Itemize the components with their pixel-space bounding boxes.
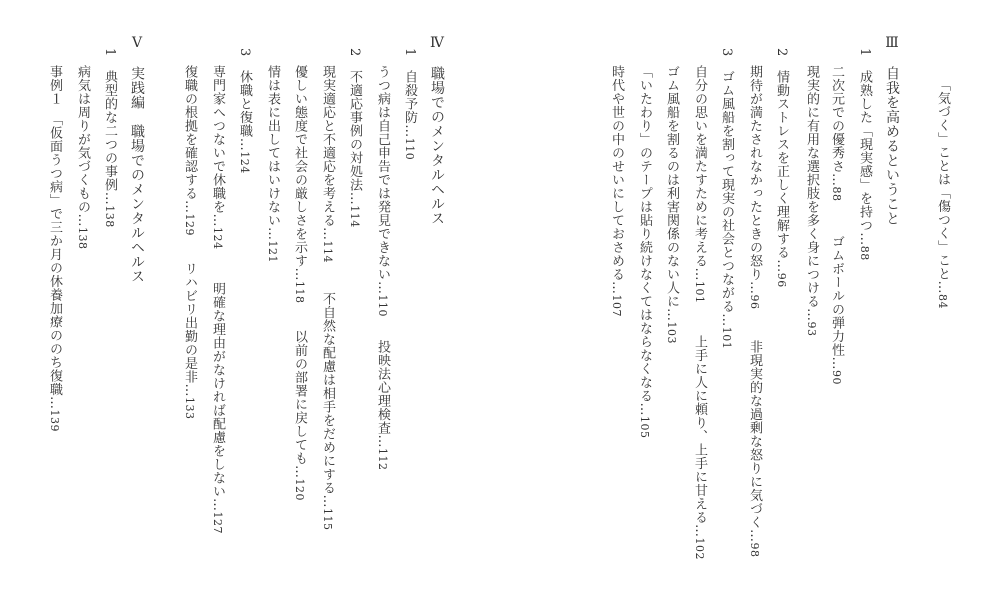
- toc-entry: 情は表に出してはいけない…121: [265, 65, 280, 263]
- chapter-heading: 1 成熟した「現実感」を持つ…88: [857, 48, 872, 261]
- toc-entry: ゴムボールの弾力性…90: [829, 235, 844, 385]
- chapter-heading: 1 典型的な二つの事例…138: [102, 48, 117, 228]
- section-heading: Ⅳ 職場でのメンタルヘルス: [429, 35, 445, 226]
- toc-entry: リハビリ出勤の是非…133: [182, 262, 197, 420]
- chapter-heading: 2 情動ストレスを正しく理解する…96: [774, 48, 789, 288]
- chapter-heading: 2 不適応事例の対処法…114: [347, 48, 362, 228]
- toc-entry: 復職の根拠を確認する…129: [182, 65, 197, 236]
- chapter-heading: 1 自殺予防…110: [402, 48, 417, 161]
- section-heading: Ⅴ 実践編 職場でのメンタルヘルス: [129, 35, 145, 284]
- toc-entry: 専門家へつないで休職を…124: [210, 65, 225, 250]
- toc-entry: 自分の思いを満たすために考える…101: [692, 65, 707, 304]
- toc-entry: 「気づく」ことは「傷つく」こと…84: [935, 78, 950, 309]
- toc-entry: 以前の部署に戻しても…120: [292, 330, 307, 501]
- toc-entry: 上手に人に頼り、上手に甘える…102: [692, 335, 707, 560]
- toc-entry: 不自然な配慮は相手をだめにする…115: [320, 292, 335, 531]
- toc-entry: 現実的に有用な選択肢を多く身につける…93: [804, 65, 819, 337]
- toc-entry: ゴム風船を割るのは利害関係のない人に…103: [664, 65, 679, 344]
- toc-entry: うつ病は自己申告では発見できない…110: [375, 65, 390, 317]
- toc-entry: 現実適応と不適応を考える…114: [320, 65, 335, 263]
- section-heading: Ⅲ 自我を高めるということ: [884, 35, 900, 226]
- toc-entry: 二次元での優秀さ…88: [829, 65, 844, 202]
- toc-entry: 期待が満たされなかったときの怒り…96: [747, 65, 762, 310]
- toc-entry: 「いたわり」のテープは貼り続けなくてはならなくなる…105: [637, 65, 652, 439]
- chapter-heading: 3 休職と復職…124: [237, 48, 252, 174]
- toc-entry: 投映法心理検査…112: [375, 340, 390, 471]
- chapter-heading: 3 ゴム風船を割って現実の社会とつながる…101: [719, 48, 734, 350]
- toc-entry: 非現実的な過剰な怒りに気づく…98: [747, 340, 762, 558]
- toc-entry: 時代や世の中のせいにしておさめる…107: [609, 65, 624, 317]
- toc-entry: 優しい態度で社会の厳しさを示す…118: [292, 65, 307, 304]
- toc-entry: 明確な理由がなければ配慮をしない…127: [210, 282, 225, 534]
- toc-entry: 病気は周りが気づくもの…138: [75, 65, 90, 250]
- toc-entry: 事例１ 「仮面うつ病」で三か月の休養加療ののち復職…139: [47, 65, 62, 432]
